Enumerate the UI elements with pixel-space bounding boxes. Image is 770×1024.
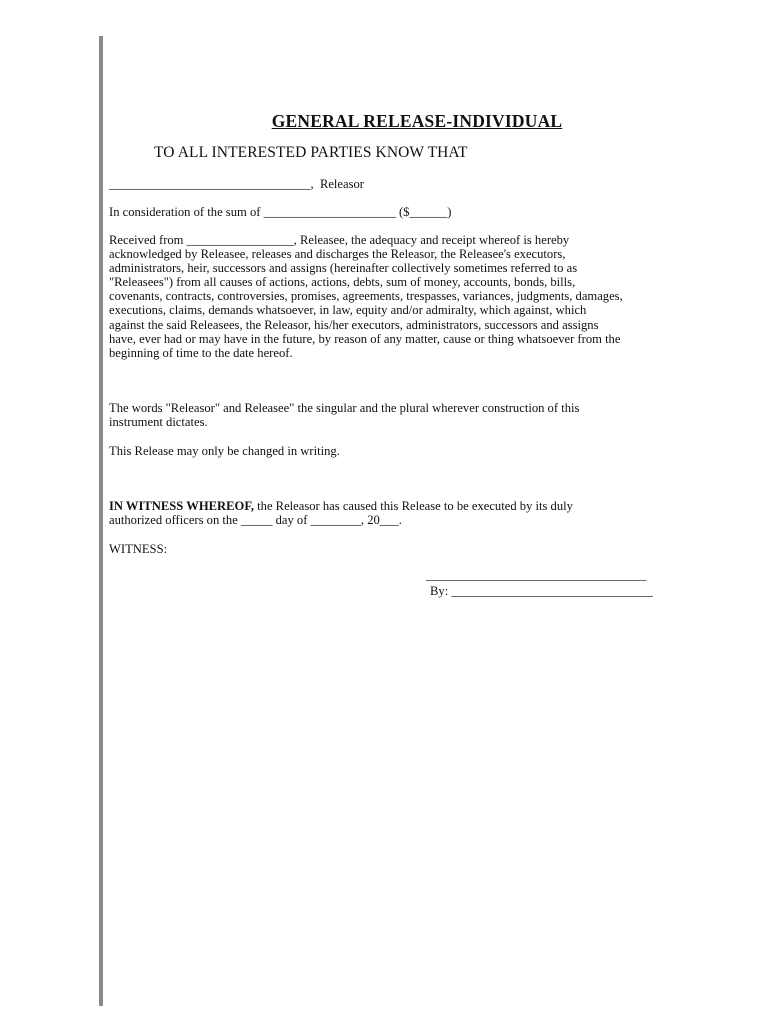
words-paragraph [109, 401, 734, 429]
witness-whereof-paragraph [109, 499, 734, 527]
paragraph-line: executions, claims, demands whatsoever, in law, equity and/or admiralty, which against, which [109, 303, 587, 318]
document-subtitle: TO ALL INTERESTED PARTIES KNOW THAT [154, 144, 468, 161]
paragraph-line: "Releasees") from all causes of actions, actions, debts, sum of money, accounts, bonds, bills, [109, 275, 576, 290]
paragraph-line: against the said Releasees, the Releasor, his/her executors, administrators, successors and assigns [109, 317, 599, 332]
paragraph-line: covenants, contracts, controversies, promises, agreements, trespasses, variances, judgments, damages, [109, 289, 623, 304]
paragraph-line: Received from _________________, Releasee, the adequacy and receipt whereof is hereby [109, 233, 570, 247]
witness-label: WITNESS: [109, 542, 168, 556]
paragraph-line: beginning of time to the date hereof. [109, 345, 293, 360]
page-margin-bar [99, 36, 103, 1006]
consideration-line: In consideration of the sum of _____________________ ($______) [109, 205, 452, 219]
by-line: By: ________________________________ [430, 584, 653, 598]
paragraph-line: The words "Releasor" and Releasee" the singular and the plural wherever construction of this [109, 401, 580, 415]
paragraph-line: instrument dictates. [109, 415, 208, 430]
received-paragraph [109, 233, 734, 360]
change-line: This Release may only be changed in writing. [109, 444, 340, 458]
paragraph-line: administrators, heir, successors and assigns (hereinafter collectively sometimes referred to as [109, 261, 578, 276]
witness-whereof-text: the Releasor has caused this Release to be executed by its duly [254, 499, 573, 513]
document-title: GENERAL RELEASE-INDIVIDUAL [271, 111, 563, 131]
paragraph-line: have, ever had or may have in the future, by reason of any matter, cause or thing whatsoever from the [109, 331, 621, 346]
witness-whereof-line2: authorized officers on the _____ day of ________, 20___. [109, 513, 402, 528]
witness-whereof-bold: IN WITNESS WHEREOF, [109, 499, 254, 513]
signature-line: ___________________________________ [426, 568, 647, 582]
paragraph-line: acknowledged by Releasee, releases and discharges the Releasor, the Releasee's executors, [109, 247, 566, 262]
releasor-line: ________________________________, Releasor [109, 177, 365, 191]
